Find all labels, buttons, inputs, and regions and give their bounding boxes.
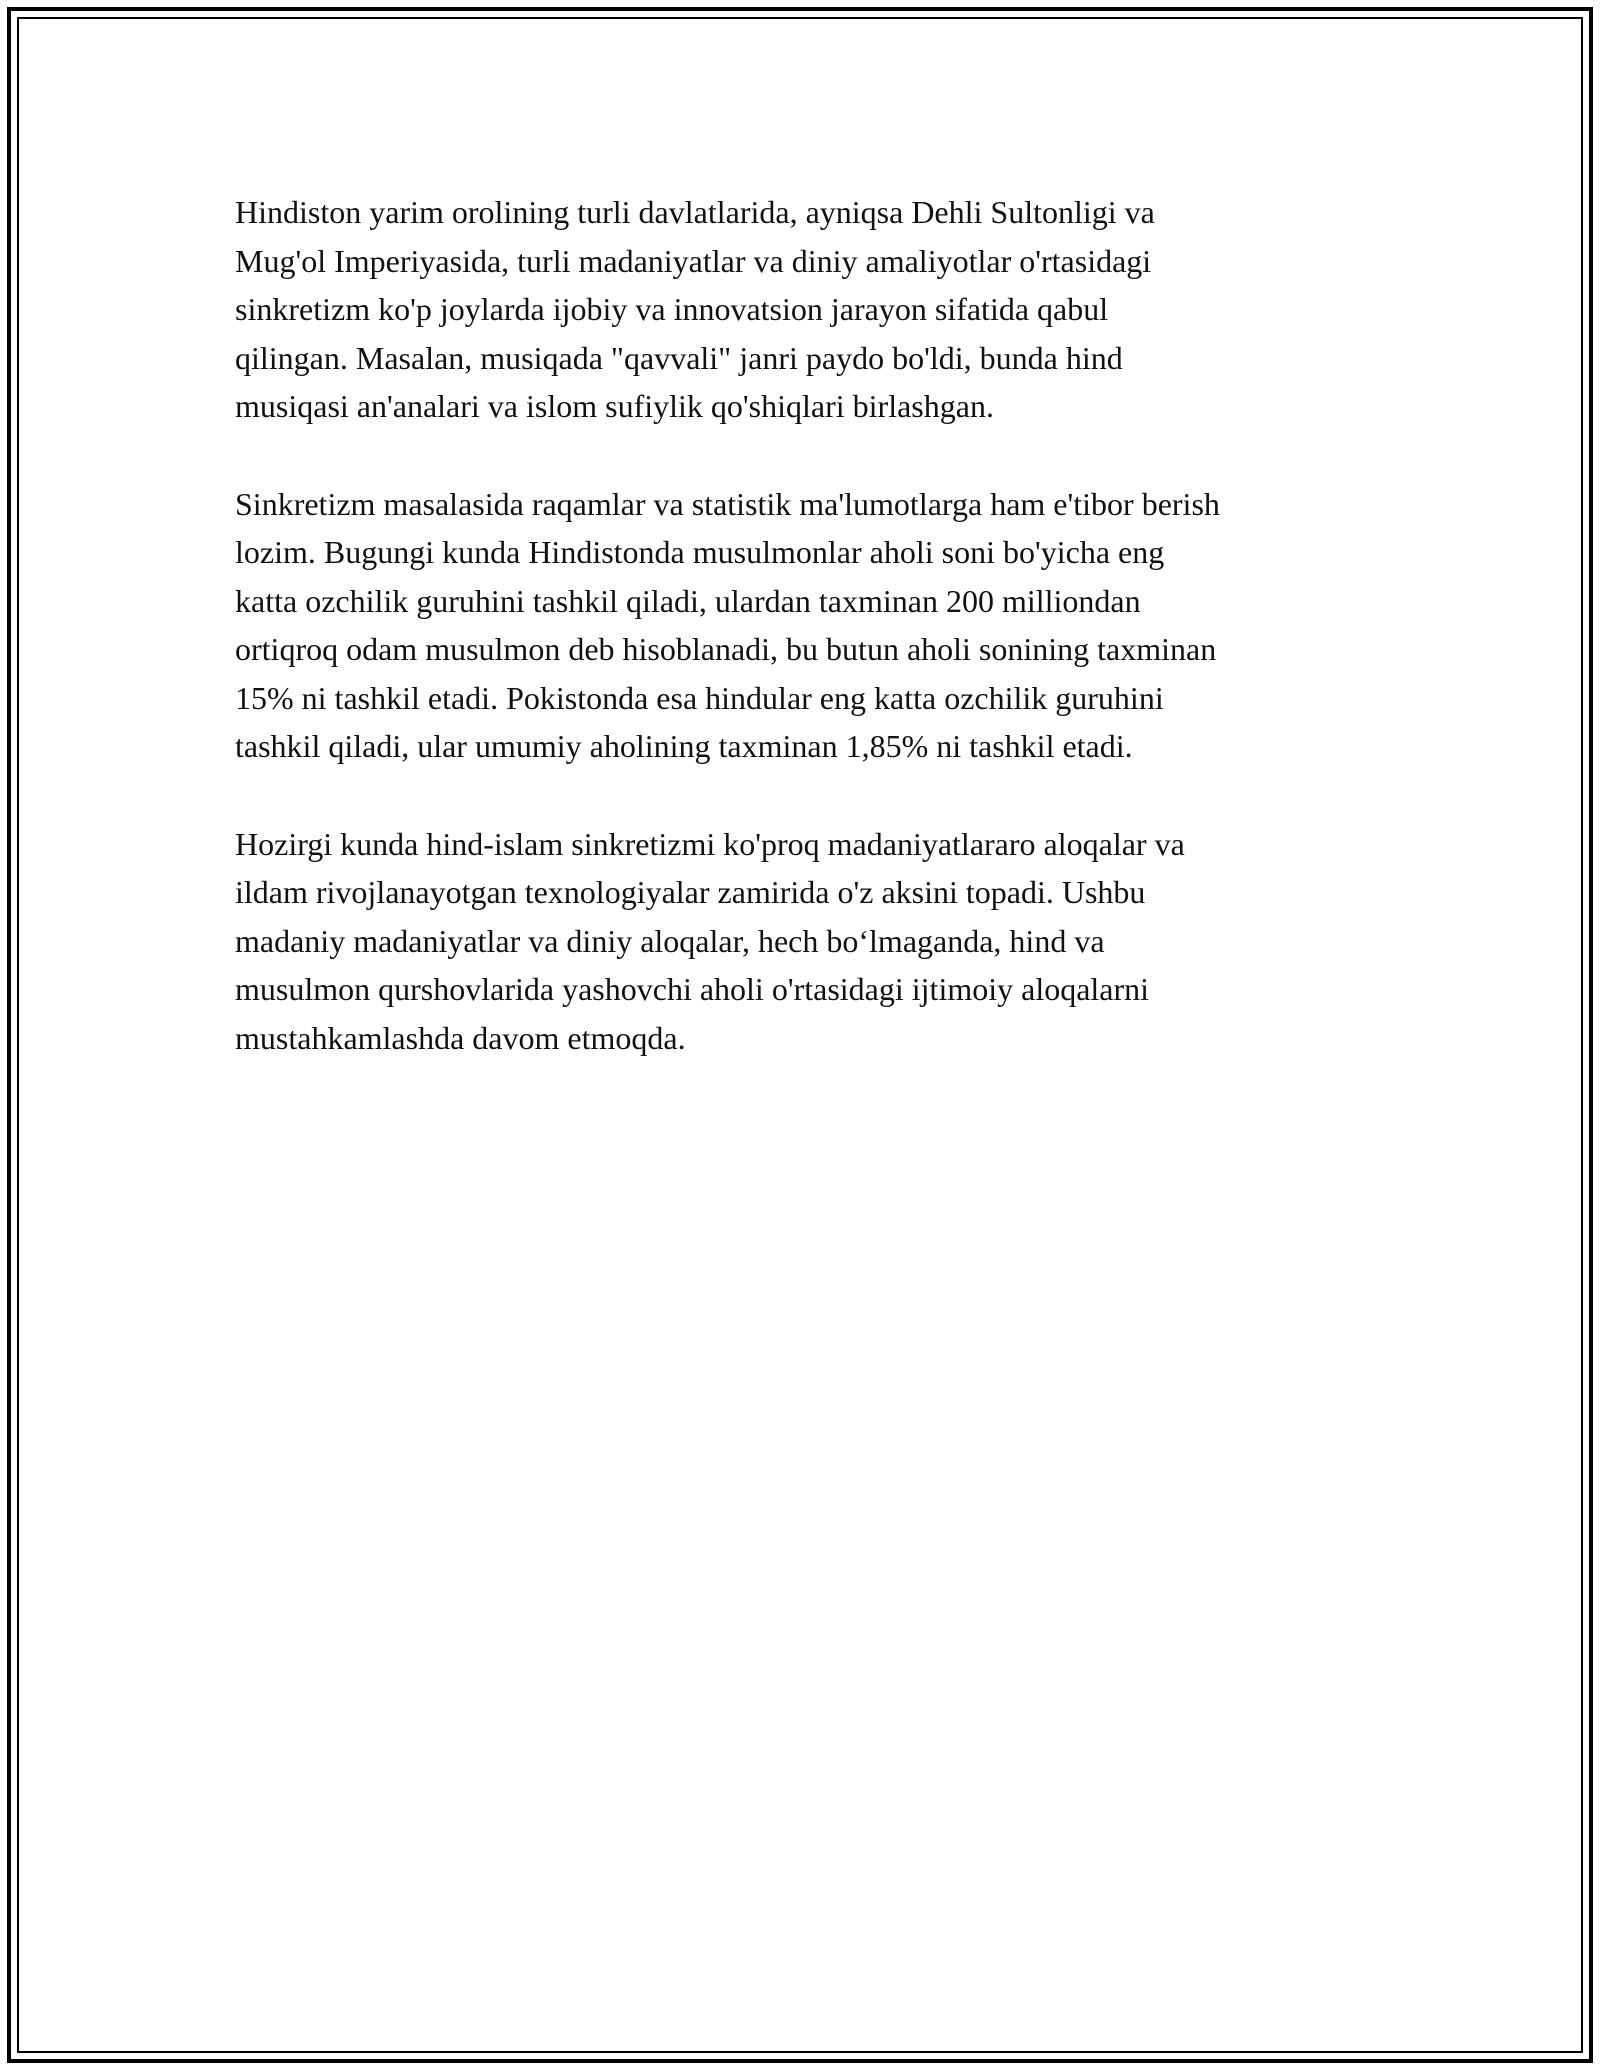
text-line: lozim. Bugungi kunda Hindistonda musulmonlar aholi soni bo'yicha eng (235, 534, 1165, 570)
paragraph-2 (235, 480, 1385, 771)
text-line: musiqasi an'analari va islom sufiylik qo'shiqlari birlashgan. (235, 388, 994, 424)
text-line: Sinkretizm masalasida raqamlar va statistik ma'lumotlarga ham e'tibor berish (235, 485, 1220, 522)
text-line: Hindiston yarim orolining turli davlatlarida, ayniqsa Dehli Sultonligi va (235, 194, 1155, 230)
text-line: mustahkamlashda davom etmoqda. (235, 1019, 686, 1056)
text-line: musulmon qurshovlarida yashovchi aholi o'rtasidagi ijtimoiy aloqalarni (235, 971, 1150, 1007)
text-line: sinkretizm ko'p joylarda ijobiy va innovatsion jarayon sifatida qabul (235, 291, 1109, 327)
text-line: katta ozchilik guruhini tashkil qiladi, ulardan taxminan 200 milliondan (235, 582, 1141, 619)
text-line: ildam rivojlanayotgan texnologiyalar zamirida o'z aksini topadi. Ushbu (235, 874, 1146, 910)
text-line: Hozirgi kunda hind-islam sinkretizmi ko'proq madaniyatlararo aloqalar va (235, 825, 1185, 862)
paragraph-1 (235, 188, 1385, 431)
text-line: madaniy madaniyatlar va diniy aloqalar, hech boʻlmaganda, hind va (235, 922, 1105, 959)
text-line: Mug'ol Imperiyasida, turli madaniyatlar va diniy amaliyotlar o'rtasidagi (235, 242, 1152, 279)
paragraph-3 (235, 820, 1385, 1063)
text-line: 15% ni tashkil etadi. Pokistonda esa hindular eng katta ozchilik guruhini (235, 679, 1164, 716)
text-line: ortiqroq odam musulmon deb hisoblanadi, bu butun aholi sonining taxminan (235, 631, 1217, 667)
text-line: tashkil qiladi, ular umumiy aholining taxminan 1,85% ni tashkil etadi. (235, 728, 1133, 764)
document-body (235, 188, 1385, 1111)
text-line: qilingan. Masalan, musiqada "qavvali" janri paydo bo'ldi, bunda hind (235, 339, 1123, 376)
